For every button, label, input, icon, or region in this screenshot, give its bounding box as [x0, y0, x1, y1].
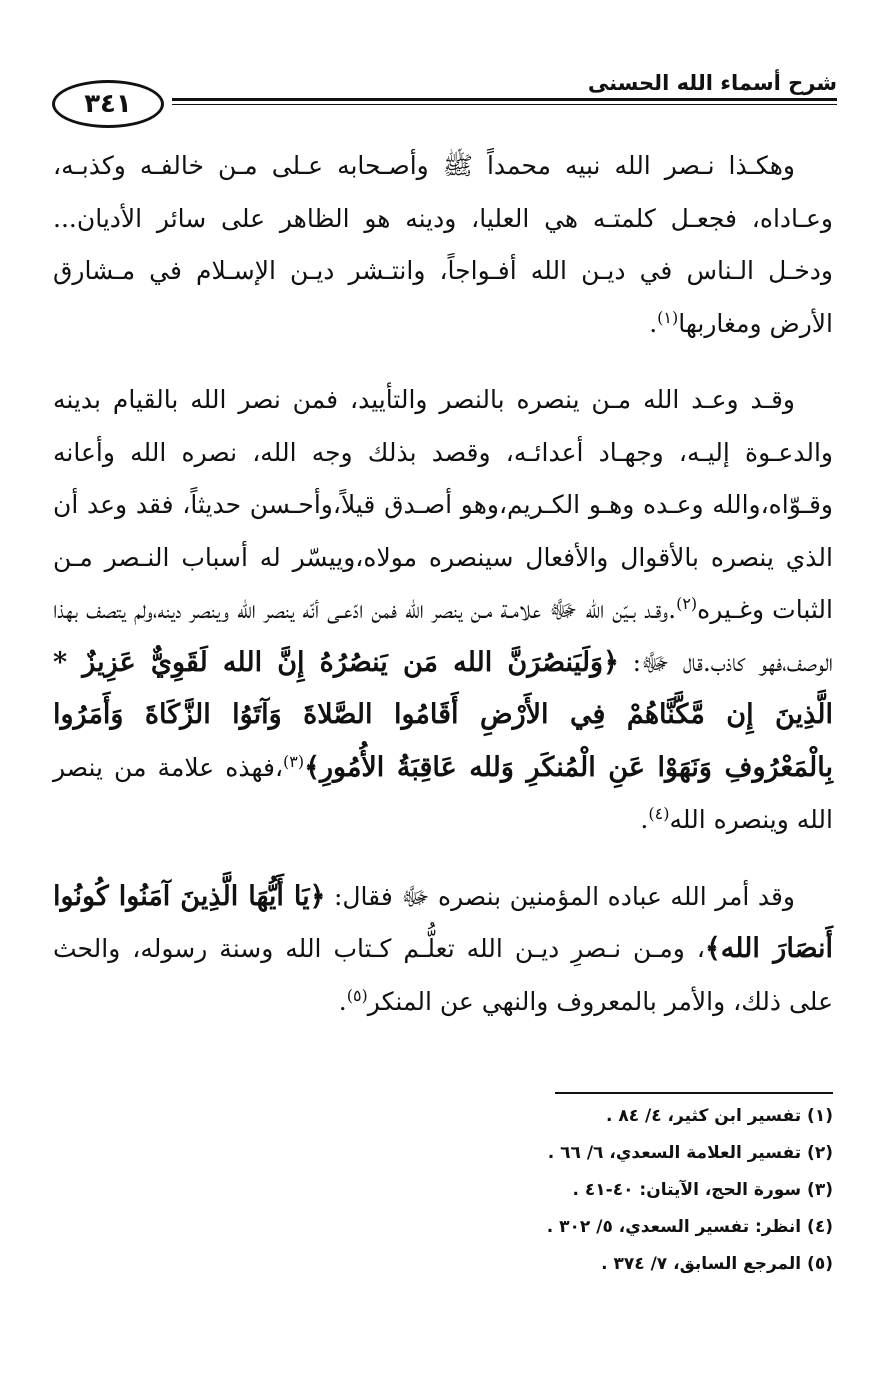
text-run: . [338, 986, 347, 1016]
footnote-divider [555, 1092, 833, 1094]
paragraph [53, 374, 833, 847]
footnote: (٢) تفسير العلامة السعدي، ٦/ ٦٦ . [547, 1143, 833, 1163]
running-title: شرح أسماء الله الحسنى [587, 71, 837, 95]
footnote-marker: (٣) [283, 751, 305, 771]
paragraph [53, 140, 833, 350]
text-run: وقـد وعـد الله مـن ينصره بالنصر والتأييد، فمن نصر الله بالقيام بدينه والدعـوة إليـه، وجهـاد أعدائـه، وقصد بذلك وجه الله، نصره الله وأعانه وقـوّاه،والله وعـده وهـو الكـريم،وهو أصـدق قيلاً،وأحـسن حديثاً، فقد وعد أن الذي ينصره بالأقوال والأفعال سينصره مولاه،وييسّر له أسباب النـصر مـن الثبات وغـيره [53, 385, 833, 624]
quran-verse: ﴿وَلَيَنصُرَنَّ الله مَن يَنصُرُهُ إِنَّ الله لَقَوِيٌّ عَزِيزٌ * الَّذِينَ إِن مَّكَّنَّاهُمْ فِي الأَرْضِ أَقَامُوا الصَّلاةَ وَآتَوُا الزَّكَاةَ وَأَمَرُوا بِالْمَعْرُوفِ وَنَهَوْا عَنِ الْمُنكَرِ وَلله عَاقِبَةُ الأُمُورِ﴾ [53, 646, 833, 783]
text-run: . [640, 805, 649, 834]
footnote: (٣) سورة الحج، الآيتان: ٤٠-٤١ . [572, 1180, 833, 1200]
footnote: (٤) انظر: تفسير السعدي، ٥/ ٣٠٢ . [546, 1217, 833, 1237]
text-run: وهكـذا نـصر الله نبيه محمداً ﷺ وأصـحابه عـلى مـن خالفـه وكذبـه، وعـاداه، فجعـل كلمتـه هي العليا، ودينه هو الظاهر على سائر الأديان... ودخـل الـناس في ديـن الله أفـواجاً، وانتـشر ديـن الإسـلام في مـشارق الأرض ومغاربها [53, 151, 833, 338]
header-rule-thin [172, 104, 837, 105]
footnote: (٥) المرجع السابق، ٧/ ٣٧٤ . [601, 1254, 833, 1274]
text-run: .وقـد بـيّن الله ﷻ علامـة مـن ينصر الله فمن ادّعـى أنّه ينصر الله وينصر دينه،ولم يتصف بهذا الوصف،فهو كاذب.قال ﷻ: [53, 595, 833, 677]
footnote-marker: (٤) [648, 804, 670, 823]
footnote-marker: (٢) [676, 594, 698, 613]
main-text [53, 140, 833, 1028]
text-run: . [649, 308, 658, 338]
footnote-marker: (١) [657, 307, 679, 327]
text-run: ، ومـن نـصرِ ديـن الله تعلُّـم كـتاب الله وسنة رسوله، والحث على ذلك، والأمر بالمعروف والنهي عن المنكر [53, 934, 833, 1016]
page-number: ٣٤١ [52, 80, 164, 128]
header-rule [172, 98, 837, 101]
text-run: وقد أمر الله عباده المؤمنين بنصره ﷻ فقال: [325, 881, 795, 911]
text-run: ،فهذه علامة من ينصر الله وينصره الله [53, 752, 833, 834]
paragraph [53, 871, 833, 1029]
quran-verse: ﴿يَا أَيُّهَا الَّذِينَ آمَنُوا كُونُوا أَنصَارَ الله﴾ [53, 880, 833, 964]
footnotes [53, 1098, 833, 1283]
footnote-marker: (٥) [346, 985, 368, 1005]
footnote: (١) تفسير ابن كثير، ٤/ ٨٤ . [605, 1106, 833, 1126]
